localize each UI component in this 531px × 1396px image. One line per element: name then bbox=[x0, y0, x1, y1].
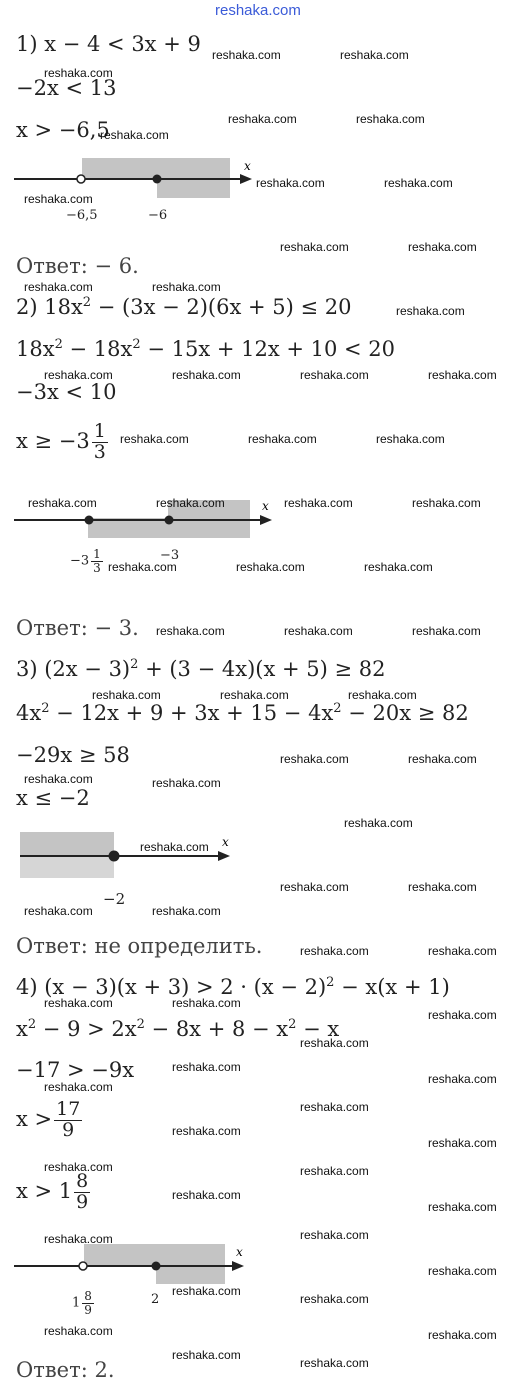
p4-line2-d: − x bbox=[296, 1017, 340, 1041]
p3-line1-sup: 2 bbox=[130, 657, 139, 672]
p4-line5-a: x > 1 bbox=[16, 1178, 73, 1203]
p3-axis-arrow bbox=[218, 851, 230, 861]
p3-line1-a: 3) (2x − 3) bbox=[16, 657, 131, 681]
p3-number-line bbox=[0, 826, 531, 886]
watermark: reshaka.com bbox=[428, 1136, 497, 1150]
watermark: reshaka.com bbox=[92, 688, 161, 702]
watermark: reshaka.com bbox=[24, 192, 93, 206]
p1-closed-point bbox=[153, 175, 162, 184]
p1-shade-lower bbox=[157, 178, 230, 198]
p2-line3: −3x < 10 bbox=[16, 380, 117, 404]
p2-line2-a: 18x bbox=[16, 337, 55, 361]
p3-line1-b: + (3 − 4x)(x + 5) ≥ 82 bbox=[138, 657, 386, 681]
p1-tick-label-2: −6 bbox=[148, 208, 168, 223]
p2-line2-sup1: 2 bbox=[54, 337, 63, 352]
p2-frac-den: 3 bbox=[93, 440, 106, 463]
p3-line3: −29x ≥ 58 bbox=[16, 743, 130, 767]
watermark: reshaka.com bbox=[236, 560, 305, 574]
p4-tick1-pre: 1 bbox=[72, 1295, 81, 1311]
p4-tick-label-2: 2 bbox=[151, 1292, 160, 1307]
watermark: reshaka.com bbox=[156, 496, 225, 510]
watermark: reshaka.com bbox=[428, 944, 497, 958]
p2-tick1-pre: −3 bbox=[70, 553, 90, 569]
watermark: reshaka.com bbox=[396, 304, 465, 318]
watermark: reshaka.com bbox=[428, 1072, 497, 1086]
watermark: reshaka.com bbox=[172, 1124, 241, 1138]
p2-line2 bbox=[16, 338, 395, 360]
watermark: reshaka.com bbox=[24, 904, 93, 918]
p4-tick-label-1 bbox=[72, 1290, 94, 1316]
watermark: reshaka.com bbox=[300, 944, 369, 958]
watermark: reshaka.com bbox=[44, 368, 113, 382]
p4-line4 bbox=[16, 1100, 82, 1141]
watermark: reshaka.com bbox=[428, 1008, 497, 1022]
p4-closed-point bbox=[152, 1262, 161, 1271]
p3-shade-upper bbox=[20, 832, 114, 856]
watermark: reshaka.com bbox=[300, 1356, 369, 1370]
p3-line2 bbox=[16, 702, 469, 724]
watermark: reshaka.com bbox=[408, 240, 477, 254]
watermark: reshaka.com bbox=[356, 112, 425, 126]
p4-answer: Ответ: 2. bbox=[16, 1358, 115, 1382]
p3-line2-b: − 12x + 9 + 3x + 15 − 4x bbox=[49, 701, 334, 725]
p4-line2-sup2: 2 bbox=[136, 1017, 145, 1032]
p2-tick-label-2: −3 bbox=[160, 548, 180, 563]
p4-line5-den: 9 bbox=[76, 1190, 89, 1213]
watermark: reshaka.com bbox=[140, 840, 209, 854]
watermark: reshaka.com bbox=[344, 816, 413, 830]
watermark: reshaka.com bbox=[108, 560, 177, 574]
p2-line4-a: x ≥ −3 bbox=[16, 428, 90, 453]
p1-answer: Ответ: − 6. bbox=[16, 254, 139, 278]
watermark: reshaka.com bbox=[284, 624, 353, 638]
p2-tick-label-1 bbox=[70, 548, 103, 574]
watermark: reshaka.com bbox=[300, 1036, 369, 1050]
p4-line2-b: − 9 > 2x bbox=[36, 1017, 137, 1041]
watermark: reshaka.com bbox=[212, 48, 281, 62]
watermark: reshaka.com bbox=[44, 996, 113, 1010]
watermark: reshaka.com bbox=[348, 688, 417, 702]
p1-axis-label: x bbox=[244, 159, 251, 173]
p3-tick-label: −2 bbox=[103, 890, 126, 908]
p4-shade-lower bbox=[156, 1266, 225, 1284]
watermark: reshaka.com bbox=[364, 560, 433, 574]
watermark: reshaka.com bbox=[100, 128, 169, 142]
p4-line2-c: − 8x + 8 − x bbox=[144, 1017, 289, 1041]
watermark: reshaka.com bbox=[172, 1284, 241, 1298]
p4-tick1-frac bbox=[82, 1290, 94, 1316]
p2-answer: Ответ: − 3. bbox=[16, 616, 139, 640]
p2-closed-point-1 bbox=[85, 516, 94, 525]
p2-tick1-den: 3 bbox=[93, 560, 101, 575]
watermark: reshaka.com bbox=[408, 880, 477, 894]
watermark: reshaka.com bbox=[256, 176, 325, 190]
p2-fraction bbox=[92, 422, 108, 463]
watermark: reshaka.com bbox=[172, 368, 241, 382]
p4-line1-a: 4) (x − 3)(x + 3) > 2 · (x − 2) bbox=[16, 975, 327, 999]
watermark: reshaka.com bbox=[120, 432, 189, 446]
watermark: reshaka.com bbox=[172, 1188, 241, 1202]
watermark: reshaka.com bbox=[300, 1164, 369, 1178]
watermark: reshaka.com bbox=[152, 280, 221, 294]
p3-line4: x ≤ −2 bbox=[16, 786, 90, 810]
watermark: reshaka.com bbox=[152, 776, 221, 790]
watermark: reshaka.com bbox=[300, 368, 369, 382]
p3-line1 bbox=[16, 658, 385, 680]
p4-line5-num: 8 bbox=[76, 1170, 89, 1192]
p2-line1-a: 2) 18x bbox=[16, 295, 83, 319]
p4-tick1-num: 8 bbox=[84, 1289, 92, 1303]
watermark: reshaka.com bbox=[44, 66, 113, 80]
watermark: reshaka.com bbox=[228, 112, 297, 126]
watermark: reshaka.com bbox=[152, 904, 221, 918]
p4-line5-frac bbox=[74, 1172, 90, 1213]
watermark: reshaka.com bbox=[284, 496, 353, 510]
p4-line4-a: x > bbox=[16, 1106, 53, 1131]
watermark: reshaka.com bbox=[220, 688, 289, 702]
p4-line3: −17 > −9x bbox=[16, 1058, 135, 1082]
watermark: reshaka.com bbox=[44, 1160, 113, 1174]
p2-frac-num: 1 bbox=[93, 420, 106, 442]
p4-line2-sup1: 2 bbox=[27, 1017, 37, 1032]
p4-line4-den: 9 bbox=[62, 1118, 75, 1141]
p3-line2-sup2: 2 bbox=[333, 701, 342, 716]
p4-axis-arrow bbox=[232, 1261, 244, 1271]
p3-line2-a: 4x bbox=[16, 701, 42, 725]
p2-line4 bbox=[16, 422, 108, 463]
p2-line2-b: − 18x bbox=[62, 337, 133, 361]
watermark: reshaka.com bbox=[280, 752, 349, 766]
watermark: reshaka.com bbox=[28, 496, 97, 510]
p2-line2-c: − 15x + 12x + 10 < 20 bbox=[140, 337, 396, 361]
p3-closed-point bbox=[109, 851, 120, 862]
p4-line4-num: 17 bbox=[56, 1098, 81, 1120]
p4-line5 bbox=[16, 1172, 90, 1213]
watermark: reshaka.com bbox=[376, 432, 445, 446]
watermark: reshaka.com bbox=[300, 1228, 369, 1242]
p4-line4-frac bbox=[54, 1100, 82, 1141]
p1-tick-label-1: −6,5 bbox=[66, 208, 98, 223]
p1-axis-arrow bbox=[240, 174, 252, 184]
p2-axis-label: x bbox=[262, 499, 269, 513]
p2-axis-arrow bbox=[260, 515, 272, 525]
p2-tick1-frac bbox=[91, 548, 103, 574]
p3-axis-label: x bbox=[222, 835, 229, 849]
watermark: reshaka.com bbox=[172, 996, 241, 1010]
p1-line2: −2x < 13 bbox=[16, 76, 117, 100]
p4-line1-sup: 2 bbox=[326, 975, 335, 990]
p1-open-point bbox=[77, 175, 85, 183]
watermark: reshaka.com bbox=[44, 1080, 113, 1094]
p4-line2-a: x bbox=[16, 1017, 28, 1041]
p3-shade-lower bbox=[20, 856, 114, 878]
watermark: reshaka.com bbox=[412, 496, 481, 510]
watermark: reshaka.com bbox=[428, 1328, 497, 1342]
watermark: reshaka.com bbox=[300, 1292, 369, 1306]
p4-open-point bbox=[79, 1262, 87, 1270]
watermark: reshaka.com bbox=[280, 240, 349, 254]
p2-line2-sup2: 2 bbox=[132, 337, 141, 352]
p2-closed-point-2 bbox=[165, 516, 174, 525]
p4-tick1-den: 9 bbox=[84, 1302, 92, 1317]
p4-line1 bbox=[16, 976, 450, 998]
watermark: reshaka.com bbox=[44, 1324, 113, 1338]
watermark: reshaka.com bbox=[408, 752, 477, 766]
p2-tick1-num: 1 bbox=[93, 547, 101, 561]
p4-line2-sup3: 2 bbox=[288, 1017, 297, 1032]
p1-line1: 1) x − 4 < 3x + 9 bbox=[16, 32, 201, 56]
watermark: reshaka.com bbox=[156, 624, 225, 638]
watermark: reshaka.com bbox=[172, 1060, 241, 1074]
watermark: reshaka.com bbox=[428, 1264, 497, 1278]
p3-line2-c: − 20x ≥ 82 bbox=[341, 701, 469, 725]
p4-line2 bbox=[16, 1018, 339, 1040]
p1-line3: x > −6,5 bbox=[16, 118, 110, 142]
watermark: reshaka.com bbox=[24, 280, 93, 294]
watermark: reshaka.com bbox=[24, 772, 93, 786]
p2-line1 bbox=[16, 296, 352, 318]
watermark: reshaka.com bbox=[248, 432, 317, 446]
watermark: reshaka.com bbox=[340, 48, 409, 62]
site-brand[interactable]: reshaka.com bbox=[215, 2, 301, 19]
watermark: reshaka.com bbox=[428, 368, 497, 382]
watermark: reshaka.com bbox=[44, 1232, 113, 1246]
p3-line2-sup1: 2 bbox=[41, 701, 50, 716]
watermark: reshaka.com bbox=[300, 1100, 369, 1114]
watermark: reshaka.com bbox=[172, 1348, 241, 1362]
watermark: reshaka.com bbox=[384, 176, 453, 190]
watermark: reshaka.com bbox=[428, 1200, 497, 1214]
watermark: reshaka.com bbox=[280, 880, 349, 894]
p4-axis-label: x bbox=[236, 1245, 243, 1259]
p2-line1-sup: 2 bbox=[82, 295, 92, 310]
p2-line1-b: − (3x − 2)(6x + 5) ≤ 20 bbox=[91, 295, 352, 319]
p4-line1-b: − x(x + 1) bbox=[334, 975, 450, 999]
watermark: reshaka.com bbox=[412, 624, 481, 638]
p3-answer: Ответ: не определить. bbox=[16, 934, 263, 958]
